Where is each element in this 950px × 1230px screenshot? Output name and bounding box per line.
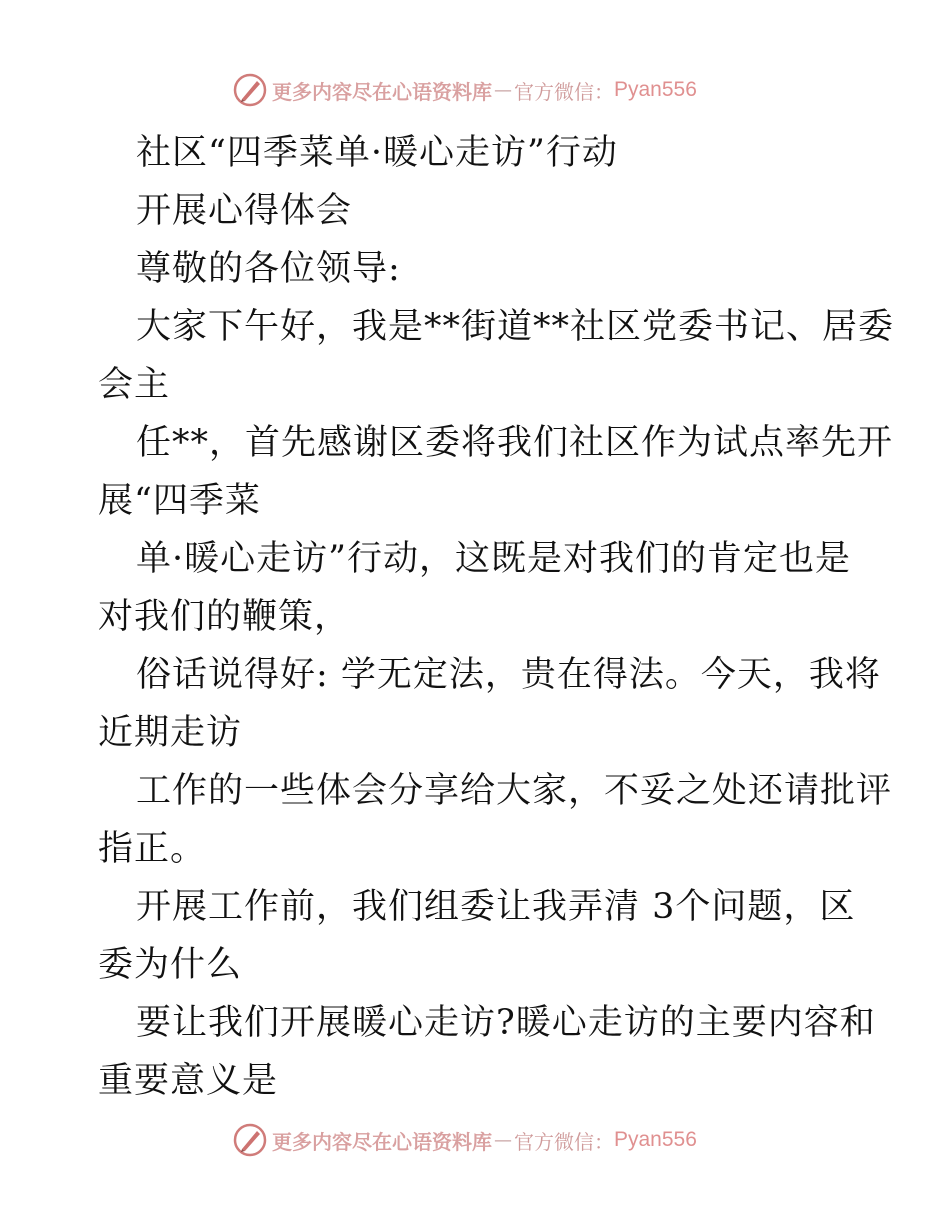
pen-logo-icon [232,1122,268,1158]
doc-line: 工作的一些体会分享给大家，不妥之处还请批评 [136,771,893,811]
watermark-wechat-id: Pyan556 [614,1128,697,1151]
watermark-wechat-id: Pyan556 [614,78,697,101]
watermark-wechat-label: 官方微信： [514,79,614,104]
doc-line: 大家下午好，我是**街道**社区党委书记、居委 [136,307,895,347]
doc-line: 展“四季菜 [98,481,261,521]
doc-line: 指正。 [98,829,207,869]
watermark-dash: — [494,79,512,101]
watermark-wechat-label: 官方微信： [514,1129,614,1154]
document-body [98,124,895,1110]
doc-line: 对我们的鞭策， [98,597,351,637]
footer-watermark [232,1120,752,1160]
doc-title-line-1: 社区“四季菜单·暖心走访”行动 [136,133,618,173]
doc-line: 开展工作前，我们组委让我弄清 3个问题，区 [136,887,856,927]
doc-line: 重要意义是 [98,1061,279,1101]
doc-title-line-2: 开展心得体会 [136,191,353,231]
doc-line: 要让我们开展暖心走访?暖心走访的主要内容和 [136,1003,876,1043]
pen-logo-icon [232,72,268,108]
doc-line: 任**，首先感谢区委将我们社区作为试点率先开 [136,423,894,463]
watermark-dash: — [494,1129,512,1151]
header-watermark [232,70,752,110]
watermark-text: 更多内容尽在心语资料库 [272,1129,492,1154]
doc-line: 近期走访 [98,713,243,753]
doc-line: 单·暖心走访”行动，这既是对我们的肯定也是 [136,539,852,579]
doc-line: 俗话说得好: 学无定法，贵在得法。今天，我将 [136,655,881,695]
doc-salutation: 尊敬的各位领导: [136,249,401,289]
doc-line: 委为什么 [98,945,243,985]
doc-line: 会主 [98,365,171,405]
watermark-text: 更多内容尽在心语资料库 [272,79,492,104]
